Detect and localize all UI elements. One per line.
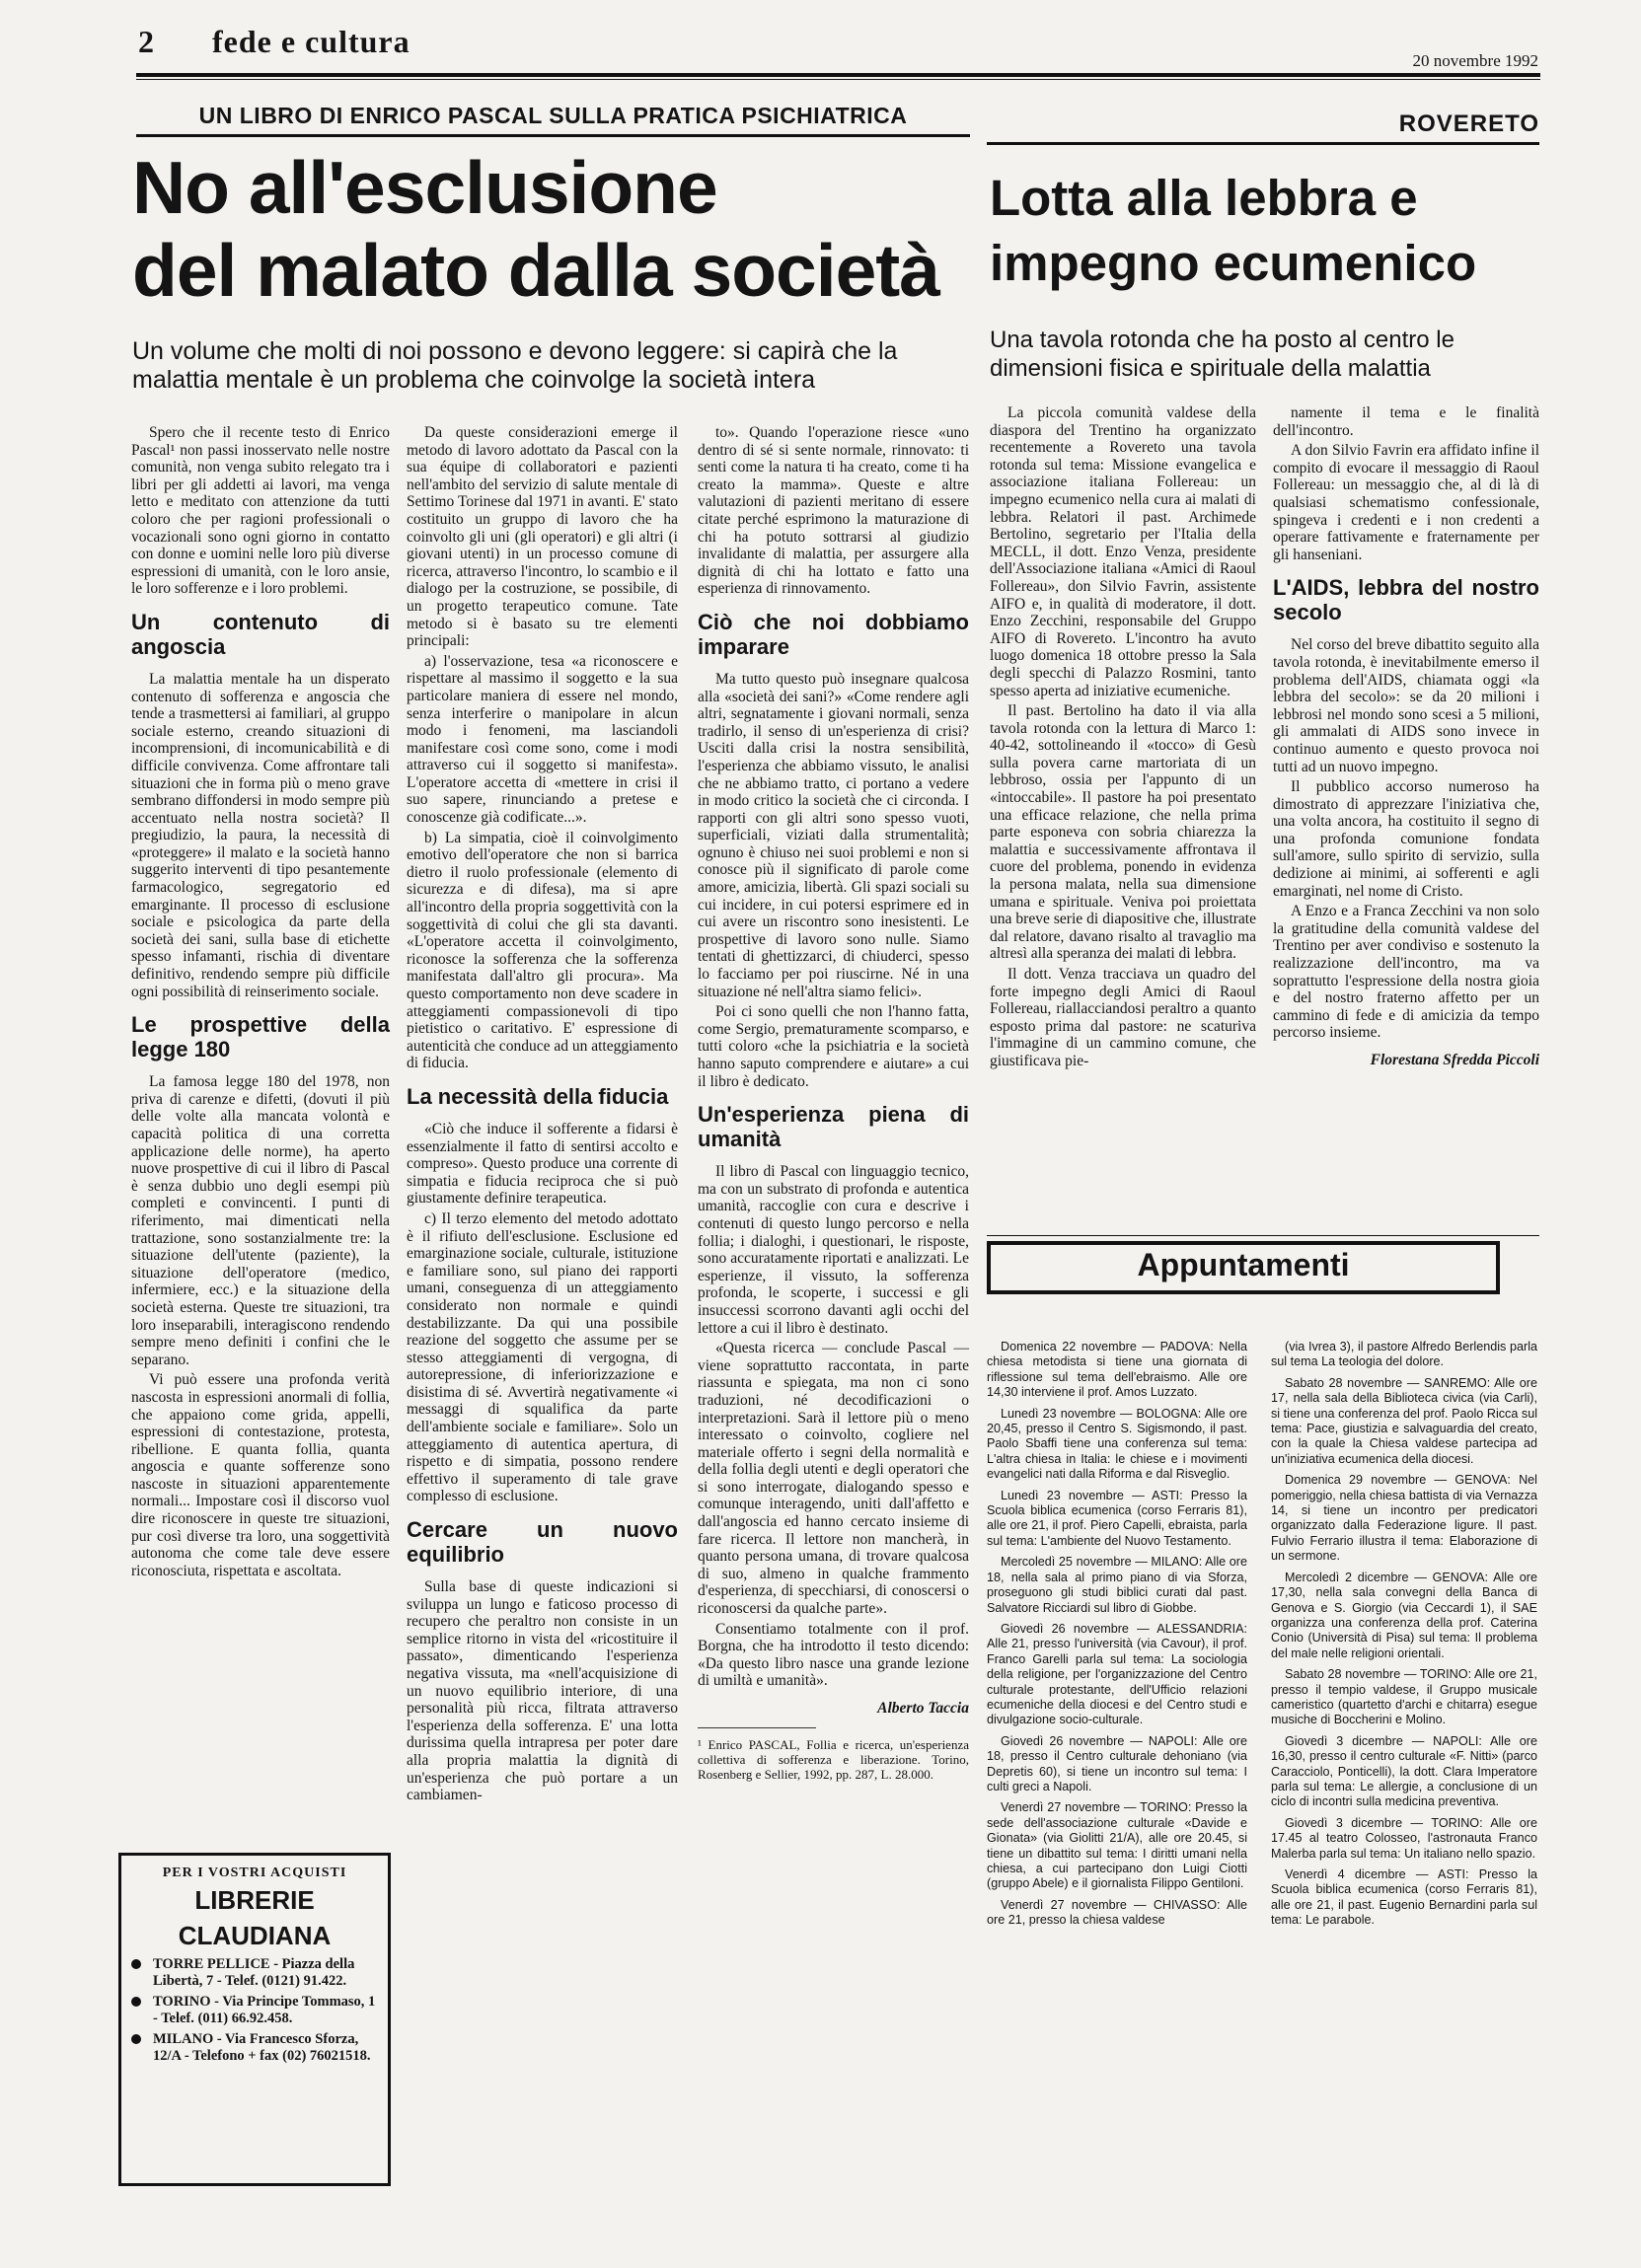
subheading: Un'esperienza piena di umanità [698, 1102, 969, 1152]
right-article-column-1 [990, 404, 1256, 1073]
left-article-headline [132, 146, 981, 312]
store-item [131, 1956, 380, 1990]
headline-line-2: del malato dalla società [132, 229, 939, 312]
page-number: 2 [138, 24, 154, 59]
ad-brand-line-2: CLAUDIANA [178, 1921, 332, 1950]
store-list [121, 1956, 388, 2065]
headline-line-2: impegno ecumenico [990, 235, 1477, 291]
subheading: L'AIDS, lebbra del nostro secolo [1273, 575, 1539, 625]
store-item [131, 1994, 380, 2027]
subheading: Ciò che noi dobbiamo imparare [698, 609, 969, 659]
paragraph: «Questa ricerca — conclude Pascal — viene soprattutto raccontata, in parte riassunta e spiegata, ma non ci sono traduzioni, né decodificazioni o interpretazioni. Sarà il lettore più o meno interessato o coinvolto, cogliere nel materiale offerto i segni della normalità e della follia degli utenti e degli operatori che si sono interrogate, dialogando spesso e comunque interagendo, uniti dall'affetto e dall'angoscia ed hanno cercato insieme di fare ricerca. Il lettore non mancherà, in quanto persona umana, di trovare qualcosa di suo, almeno in qualche frammento d'esperienza, di specchiarsi, di conoscersi o riconoscersi da qualche parte». [698, 1340, 969, 1618]
appuntamenti-title: Appuntamenti [1137, 1247, 1350, 1282]
appointment-item: Sabato 28 novembre — TORINO: Alle ore 21, presso il tempio valdese, il Gruppo musicale cameristico (quartetto d'archi e chitarra) esegue musiche di Boccherini e Molino. [1271, 1667, 1537, 1727]
paragraph: Il pubblico accorso numeroso ha dimostrato di apprezzare l'iniziativa che, una volta ancora, ha costituito il segno di una profonda comunione fondata sull'amore, sullo spirito di servizio, sulla dedizione ai minimi, ai sofferenti e agli emarginati, nel nome di Cristo. [1273, 778, 1539, 900]
masthead-rule [136, 73, 1540, 77]
right-article-subtitle: Una tavola rotonda che ha posto al centro le dimensioni fisica e spirituale della malattia [990, 327, 1455, 382]
paragraph: Il past. Bertolino ha dato il via alla tavola rotonda con la lettura di Marco 1: 40-42, sottolineando il «tocco» di Gesù sulla povera carne martoriata di un lebbroso, ossia per l'appunto di un «intoccabile». Il pastore ha poi presentato una efficace relazione, che nella prima parte esponeva con sobria chiarezza la malattia e successivamente affrontava il cuore del problema, ponendo in evidenza la persona malata, nella sua dimensione umana e spirituale. Veniva poi proiettata una breve serie di diapositive che, illustrate dal relatore, davano risalto al travaglio ma altresì alla speranza dei malati di lebbra. [990, 702, 1256, 963]
appointment-item: Giovedì 26 novembre — ALESSANDRIA: Alle 21, presso l'università (via Cavour), il prof. Franco Garelli parla sul tema: La sociologia della religione, per l'organizzazione del Centro culturale protestante, dell'Ufficio relazioni ecumeniche della diocesi e del Centro studi e divulgazione socio-culturale. [987, 1621, 1247, 1727]
appointment-item: Lunedì 23 novembre — ASTI: Presso la Scuola biblica ecumenica (corso Ferraris 81), alle ore 21, il prof. Piero Capelli, ebraista, parla sul tema: L'ambiente del Nuovo Testamento. [987, 1488, 1247, 1548]
left-article-kicker: UN LIBRO DI ENRICO PASCAL SULLA PRATICA PSICHIATRICA [198, 103, 908, 128]
headline-line-1: Lotta alla lebbra e [990, 170, 1418, 226]
headline-line-1: No all'esclusione [132, 146, 717, 229]
appointment-item: Giovedì 3 dicembre — TORINO: Alle ore 17.45 al teatro Colosseo, l'astronauta Franco Malerba parla sul tema: Un italiano nello spazio. [1271, 1815, 1537, 1861]
appointment-item: Giovedì 26 novembre — NAPOLI: Alle ore 18, presso il Centro culturale dehoniano (via Depretis 60), si tiene un incontro sul tema: I culti greci a Napoli. [987, 1733, 1247, 1793]
paragraph: A don Silvio Favrin era affidato infine il compito di evocare il messaggio di Raoul Follereau: un messaggio che, al di là di qualsiasi schematismo confessionale, spingeva i credenti e i non credenti a operare fattivamente e fraternamente per gli hanseniani. [1273, 442, 1539, 563]
paragraph: a) l'osservazione, tesa «a riconoscere e rispettare al massimo il soggetto e la sua particolare maniera di essere nel mondo, senza interferire o manipolare in alcun modo i fenomeni, ma lasciandoli manifestare così come sono, come i modi attraverso cui il soggetto si manifesta». L'operatore accetta di «mettere in crisi il suo sapere, rinunciando a pretese e conoscenze già codificate...». [407, 652, 678, 827]
paragraph: namente il tema e le finalità dell'incontro. [1273, 404, 1539, 439]
left-article-column-2 [407, 424, 678, 1807]
paragraph: A Enzo e a Franca Zecchini va non solo la gratitudine della comunità valdese del Trentino per aver condiviso e sostenuto la realizzazione dell'incontro, ma va soprattutto l'espressione della nostra gioia e del nostro fraterno affetto per un cammino di fede e di amicizia da tempo percorso insieme. [1273, 903, 1539, 1042]
right-article-column-2 [1273, 404, 1539, 1072]
paragraph: Sulla base di queste indicazioni si sviluppa un lungo e faticoso processo di recupero che peraltro non consiste in un semplice ritorno in vista del «ricostituire il passato», dimenticando l'esperienza negativa vissuta, ma «nell'acquisizione di un nuovo equilibrio interiore, di una personalità più ricca, filtrata attraverso l'esperienza della sofferenza. E' una lotta durissima quella intrapresa per poter dare alla propria malattia la dignità di un'esperienza che può portare a un cambiamen- [407, 1578, 678, 1804]
kicker-rule [136, 134, 970, 137]
footnote: ¹ Enrico PASCAL, Follia e ricerca, un'esperienza collettiva di sofferenza e liberazione. Torino, Rosenberg e Sellier, 1992, pp. 287, L. 28.000. [698, 1736, 969, 1782]
paragraph: Poi ci sono quelli che non l'hanno fatta, come Sergio, prematuramente scomparso, e tutti coloro «che la psichiatria e la società hanno saputo comprendere e aiutare» a cui il libro è dedicato. [698, 1003, 969, 1090]
appointment-item: Sabato 28 novembre — SANREMO: Alle ore 17, nella sala della Biblioteca civica (via Carli), si tiene una conferenza del prof. Paolo Ricca sul tema: Pace, giustizia e salvaguardia del creato, con la quale la Chiesa valdese partecipa ad un'iniziativa ecumenica della diocesi. [1271, 1375, 1537, 1466]
paragraph: b) La simpatia, cioè il coinvolgimento emotivo dell'operatore che non si barrica dietro il ruolo professionale (elemento di sicurezza e di difesa), ma si apre all'incontro della propria soggettività con la soggettività di colui che gli sta davanti. «L'operatore accetta il coinvolgimento, riconosce la sofferenza che la sofferenza manifestata dall'altro gli procura». Ma questo comportamento non deve scadere in atteggiamenti compassionevoli di tipo pietistico o caritativo. E' espressione di autenticità che conduce ad un atteggiamento di fiducia. [407, 829, 679, 1072]
paragraph: Da queste considerazioni emerge il metodo di lavoro adottato da Pascal con la sua équipe di collaboratori e pazienti nell'ambito del servizio di salute mentale di Settimo Torinese dal 1971 in avanti. E' stato costituito un gruppo di lavoro che ha coinvolto gli uni (gli operatori) e gli altri (i giovani utenti) in un processo comune di ricerca, attraverso l'incontro, lo scambio e il dialogo per la costruzione, se possibile, di un progetto terapeutico comune. Tate metodo si è basato su tre elementi principali: [407, 424, 678, 650]
right-article-location: ROVERETO [1398, 110, 1539, 137]
author-signature: Florestana Sfredda Piccoli [1370, 1052, 1539, 1068]
appuntamenti-column-1 [987, 1340, 1247, 1935]
subheading: Cercare un nuovo equilibrio [407, 1517, 678, 1568]
issue-date: 20 novembre 1992 [1412, 51, 1538, 70]
paragraph: Ma tutto questo può insegnare qualcosa alla «società dei sani?» «Come rendere agli altri, segnatamente i giovani normali, senza tradirlo, il senso di un'esperienza di crisi? Usciti dalla crisi la nostra sensibilità, l'esperienza che abbiamo vissuto, le analisi che ne abbiamo tratto, ci portano a vedere in modo critico la società che ci circonda. I rapporti con gli altri sono spesso vuoti, superficiali, viziati dalla strumentalità; ognuno è chiuso nei suoi problemi e non si conosce più il significato di parole come amore, amicizia, libertà. Gli spazi sociali su cui incidere, in cui potersi esprimere ed in cui avere un riscontro sono inesistenti. Le prospettive di lavoro sono nulle. Siamo tentati di ghettizzarci, di chiuderci, spesso lo facciamo per poi riuscirne. Né in una situazione né nell'altra siamo felici». [698, 670, 969, 1000]
paragraph: La piccola comunità valdese della diaspora del Trentino ha organizzato recentemente a Rovereto una tavola rotonda sul tema: Missione evangelica e associazione italiana Follereau: un impegno ecumenico nella cura ai malati di lebbra. Relatori il past. Archimede Bertolino, segretario per l'Italia della MECLL, il dott. Enzo Venza, presidente dell'Associazione italiana «Amici di Raoul Follereau», don Silvio Favrin, assistente AIFO e, in qualità di moderatore, il dott. Enzo Zecchini, responsabile del Gruppo AIFO di Rovereto. L'incontro ha avuto luogo domenica 18 ottobre presso la Sala degli specchi di Palazzo Rosmini, tanto spesso aperta ad iniziative ecumeniche. [990, 404, 1256, 699]
appuntamenti-column-2 [1271, 1340, 1537, 1935]
author-signature: Alberto Taccia [877, 1700, 969, 1717]
appointment-item: (via Ivrea 3), il pastore Alfredo Berlendis parla sul tema La teologia del dolore. [1271, 1340, 1537, 1369]
appointment-item: Domenica 29 novembre — GENOVA: Nel pomeriggio, nella chiesa battista di via Vernazza 14, si tiene un incontro per predicatori organizzato dalla Federazione ligure. Il past. Fulvio Ferrario illustra il tema: Elaborazione di un sermone. [1271, 1473, 1537, 1564]
location-rule [987, 142, 1539, 145]
appointment-item: Venerdì 4 dicembre — ASTI: Presso la Scuola biblica ecumenica (corso Ferraris 81), alle ore 21, il past. Eugenio Bernardini parla sul tema: Le parabole. [1271, 1867, 1537, 1928]
appointment-item: Venerdì 27 novembre — CHIVASSO: Alle ore 21, presso la chiesa valdese [987, 1897, 1247, 1928]
paragraph: Spero che il recente testo di Enrico Pascal¹ non passi inosservato nelle nostre comunità, non venga subito relegato tra i libri per gli addetti ai lavori, ma venga letto e meditato con attenzione da tutti coloro che per ragioni professionali o vocazionali sono ogni giorno in contatto con donne e uomini nelle loro più diverse espressioni di umanità, con le loro ansie, le loro sofferenze e i loro problemi. [131, 424, 390, 598]
appointment-item: Mercoledì 25 novembre — MILANO: Alle ore 18, nella sala al primo piano di via Sforza, proseguono gli studi biblici curati dal past. Salvatore Ricciardi sul libro di Giobbe. [987, 1555, 1247, 1615]
paragraph: La malattia mentale ha un disperato contenuto di sofferenza e angoscia che tende a trasmettersi ai familiari, al gruppo sociale esterno, creando situazioni di incomprensioni, di incomunicabilità e di difficile convivenza. Come affrontare tali situazioni che in forma più o meno grave sembrano diffondersi in modo sempre più accentuato nella nostra società? Il pregiudizio, la paura, la necessità di «proteggere» il malato e la società hanno suggerito interventi di tipo pesantemente farmacologico, segregatorio ed emarginante. Il processo di esclusione sociale e psicologica da parte della società dei sani, sulla base di etichette spesso infamanti, rischia di diventare definitivo, rendendo sempre più difficile ogni possibilità di reinserimento sociale. [131, 670, 390, 1000]
paragraph: Consentiamo totalmente con il prof. Borgna, che ha introdotto il testo dicendo: «Da questo libro nasce una grande lezione di umiltà e umanità». [698, 1620, 969, 1690]
paragraph: to». Quando l'operazione riesce «uno dentro di sé si sente normale, rinnovato: ti senti come la natura ti ha creato, come ti ha creato la mamma». Queste e altre valutazioni di pazienti meritano di essere citate perché esprimono la maturazione di chi ha potuto sottrarsi al giudizio invalidante di malattia, per assurgere alla dignità di chi ha lottato e fatto una esperienza di rinnovamento. [698, 424, 969, 598]
bookshop-ad [118, 1853, 391, 2186]
right-article-headline [990, 166, 1547, 296]
paragraph: Il libro di Pascal con linguaggio tecnico, ma con un substrato di profonda e autentica umanità, raccoglie con cura e descrive i contenuti di questo lungo percorso e nella follia; i dialoghi, i questionari, le risposte, sono accuratamente riportati e analizzati. Le esperienze, il vissuto, la sofferenza profonda, le scoperte, i successi e gli insuccessi scorrono davanti agli occhi del lettore a cui il libro è destinato. [698, 1163, 969, 1337]
appuntamenti-rule [987, 1235, 1539, 1236]
store-text: MILANO - Via Francesco Sforza, 12/A - Telefono + fax (02) 76021518. [153, 2031, 371, 2064]
paragraph: c) Il terzo elemento del metodo adottato è il rifiuto dell'esclusione. Esclusione ed emarginazione sociale, culturale, istituzione e familiare sono, sul piano dei rapporti umani, conseguenza di un atteggiamento considerato non normale e quindi destabilizzante. Da qui una possibile reazione del soggetto che assume per se stesso atteggiamenti di vergogna, di autorepressione, di inferiorizzazione e disistima di sé. Avvertirà negativamente «i messaggi di squalifica da parte dell'ambiente sociale e familiare». Solo un atteggiamento di autentica apertura, di rispetto e di simpatia, possono rendere effettivo il superamento di tale grave complesso di esclusione. [407, 1209, 678, 1505]
paragraph: La famosa legge 180 del 1978, non priva di carenze e difetti, (dovuti il più delle volte alla mancata volontà e capacità politica di una corretta applicazione delle norme), ha aperto nuove prospettive di cui il libro di Pascal è senza dubbio uno degli esempi più completi e convincenti. I punti di riferimento, mai dimenticati nella trattazione, sono sostanzialmente tre: la situazione dell'utente (paziente), la situazione dell'operatore (medico, infermiere, ecc.) e la situazione della società esterna. Queste tre situazioni, tra loro inseparabili, interagiscono rendendo sempre meno definiti i confini che le separano. [131, 1073, 390, 1368]
paragraph: Vi può essere una profonda verità nascosta in espressioni anormali di follia, che appaiono come grida, appelli, espressioni di contestazione, protesta, ribellione. E quanta follia, quanta angoscia e quante sofferenze sono nascoste in situazioni apparentemente normali... Impostare così il discorso vuol dire riconoscere in queste tre situazioni, pur così diverse tra loro, una soggettività autonoma che come tale deve essere riconosciuta, rispettata e ascoltata. [131, 1371, 390, 1579]
subheading: Le prospettive della legge 180 [131, 1012, 390, 1062]
left-article-column-1 [131, 424, 390, 1582]
appointment-item: Lunedì 23 novembre — BOLOGNA: Alle ore 20,45, presso il Centro S. Sigismondo, il past. Paolo Sbaffi tiene una conferenza sul tema: L'altra chiesa in Italia: le chiese e i movimenti evangelici nati dalla Riforma e dal Risveglio. [987, 1406, 1247, 1482]
left-article-subtitle: Un volume che molti di noi possono e devono leggere: si capirà che la malattia mentale è un problema che coinvolge la società intera [132, 337, 898, 394]
appointment-item: Domenica 22 novembre — PADOVA: Nella chiesa metodista si tiene una giornata di riflessione sul tema dell'ebraismo. Alle ore 14,30 interviene il prof. Amos Luzzato. [987, 1340, 1247, 1400]
section-name: fede e cultura [212, 24, 410, 59]
store-item [131, 2031, 380, 2065]
left-article-column-3 [698, 424, 969, 1785]
paragraph: Nel corso del breve dibattito seguito alla tavola rotonda, è inevitabilmente emerso il problema dell'AIDS, chiamata oggi «la lebbra del secolo»: se da 20 milioni i lebbrosi nel mondo sono scesi a 5 milioni, gli ammalati di AIDS sono invece in continuo aumento e questo provoca noi tutti ad un nuovo impegno. [1273, 636, 1539, 775]
store-text: TORRE PELLICE - Piazza della Libertà, 7 - Telef. (0121) 91.422. [153, 1956, 355, 1989]
bullet-icon [131, 1959, 141, 1969]
paragraph: «Ciò che induce il sofferente a fidarsi è essenzialmente il fatto di sentirsi accolto e compreso». Questo produce una corrente di simpatia e fiducia reciproca che si può giustamente definire terapeutica. [407, 1120, 678, 1207]
subheading: La necessità della fiducia [407, 1083, 669, 1109]
ad-tagline: PER I VOSTRI ACQUISTI [162, 1866, 347, 1880]
bullet-icon [131, 2034, 141, 2044]
store-text: TORINO - Via Principe Tommaso, 1 - Telef. (011) 66.92.458. [153, 1994, 376, 2026]
bullet-icon [131, 1997, 141, 2007]
appointment-item: Venerdì 27 novembre — TORINO: Presso la sede dell'associazione culturale «Davide e Gionata» (via Giolitti 21/A), alle ore 20.45, si tiene un dibattito sul tema: I diritti umani nella chiesa, a cui partecipano don Luigi Ciotti (gruppo Abele) e il giornalista Filippo Gentiloni. [987, 1800, 1247, 1891]
appointment-item: Mercoledì 2 dicembre — GENOVA: Alle ore 17,30, nella sala convegni della Banca di Genova e S. Giorgio (via Ceccardi 1), il SAE organizza una conferenza della prof. Caterina Conio (Università di Pisa) sul tema: Il problema del male nelle religioni orientali. [1271, 1570, 1537, 1660]
footnote-rule [698, 1727, 816, 1734]
subheading: Un contenuto di angoscia [131, 609, 390, 659]
ad-brand-line-1: LIBRERIE [194, 1885, 315, 1915]
appointment-item: Giovedì 3 dicembre — NAPOLI: Alle ore 16,30, presso il centro culturale «F. Nitti» (parco Caracciolo, Ponticelli), la dott. Clara Imperatore parla sul tema: Le allergie, a conclusione di un ciclo di incontri sulla medicina preventiva. [1271, 1733, 1537, 1809]
masthead-rule-thin [136, 79, 1540, 80]
paragraph: Il dott. Venza tracciava un quadro del forte impegno degli Amici di Raoul Follereau, riallacciandosi peraltro a quanto esposto prima dal pastore: ne scaturiva l'immagine di un cammino comune, che giustificava pie- [990, 966, 1256, 1069]
